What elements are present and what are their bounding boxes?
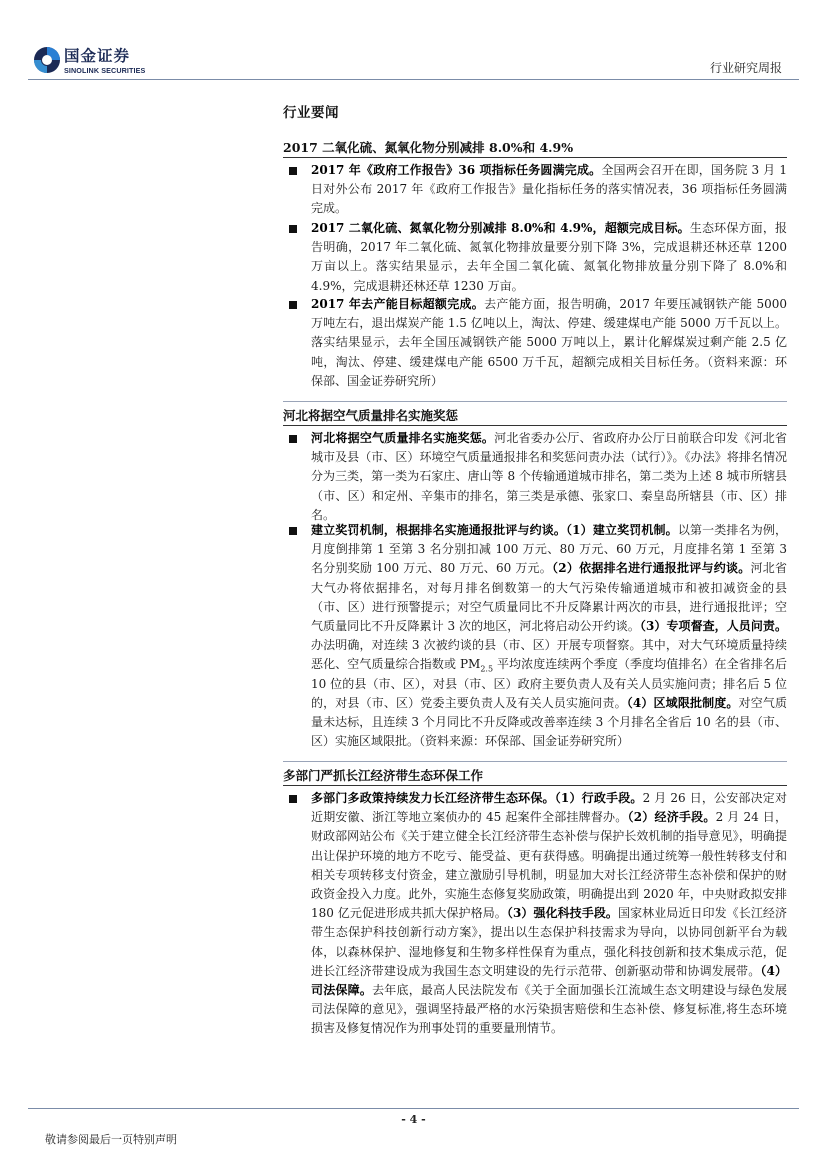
item-lead: 2017 二氧化硫、氮氧化物分别减排 8.0%和 4.9%，超额完成目标。 bbox=[311, 221, 690, 235]
logo-chinese-name: 国金证券 bbox=[64, 47, 131, 65]
news-3-item-1 bbox=[311, 789, 787, 1039]
footer-disclaimer: 敬请参阅最后一页特别声明 bbox=[45, 1133, 177, 1146]
item-lead: 建立奖罚机制，根据排名实施通报批评与约谈。（1）建立奖罚机制。 bbox=[311, 523, 678, 537]
item-body: 办法明确，对连续 3 次被约谈的县（市、区）开展专项督察。其中，对大气环境质量持续恶化、空气质量综合指数或 PM bbox=[311, 638, 787, 672]
page-header bbox=[0, 0, 827, 82]
logo-english-name: SINOLINK SECURITIES bbox=[64, 66, 146, 75]
item-lead: 2017 年去产能目标超额完成。 bbox=[311, 297, 485, 311]
item-body: 以第一类排名为例，月度倒排第 1 至第 3 名分别扣减 100 万元、80 万元、60 万元，月度排名第 1 至第 3 名分别奖励 100 万元、80 万元、60 万元。 bbox=[311, 523, 787, 576]
sinolink-logo-icon bbox=[33, 46, 61, 74]
item-lead: （2）依据排名进行通报批评与约谈。 bbox=[552, 561, 751, 576]
bullet-square-icon bbox=[289, 527, 297, 535]
news-title-3: 多部门严抓长江经济带生态环保工作 bbox=[283, 768, 484, 783]
bullet-square-icon bbox=[289, 301, 297, 309]
item-lead: （3）强化科技手段。 bbox=[506, 906, 618, 921]
bullet-square-icon bbox=[289, 225, 297, 233]
section-title: 行业要闻 bbox=[283, 105, 339, 121]
news-2-bottom-rule bbox=[283, 761, 787, 762]
news-title-2: 河北将据空气质量排名实施奖惩 bbox=[283, 408, 459, 423]
footer-divider bbox=[28, 1108, 799, 1109]
item-lead: （4）区域限批制度。 bbox=[626, 695, 739, 710]
item-lead: （3）专项督查，人员问责。 bbox=[639, 619, 787, 634]
news-title-1-underline bbox=[283, 157, 787, 158]
news-1-bottom-rule bbox=[283, 401, 787, 402]
item-body: 对空气质量未达标，且连续 3 个月同比不升反降或改善率连续 3 个月排名全省后 10 名的县（市、区）实施区域限批。（资料来源：环保部、国金证券研究所） bbox=[311, 695, 787, 749]
news-title-3-underline bbox=[283, 785, 787, 786]
bullet-square-icon bbox=[289, 795, 297, 803]
item-body: 河北省大气办将依据排名，对每月排名倒数第一的大气污染传输通道城市和被扣减资金的县（市、区）进行预警提示；对空气质量同比不升反降累计两次的市县，进行通报批评；空气质量同比不升反降累计 3 次的地区，河北将启动公开约谈。 bbox=[311, 561, 787, 634]
bullet-square-icon bbox=[289, 167, 297, 175]
item-body: 国家林业局近日印发《长江经济带生态保护科技创新行动方案》，提出以生态保护科技需求为导向，以协同创新平台为载体，以森林保护、湿地修复和生物多样性保育为重点，强化科技创新和技术集成示范，促进长江经济带建设成为我国生态文明建设的先行示范带、创新驱动带和协调发展带。 bbox=[311, 906, 787, 978]
news-1-item-2 bbox=[311, 219, 787, 296]
company-logo bbox=[33, 46, 153, 78]
header-divider bbox=[28, 79, 799, 80]
news-title-2-underline bbox=[283, 425, 787, 426]
news-2-item-2 bbox=[311, 521, 787, 751]
news-1-item-3 bbox=[311, 295, 787, 391]
item-lead: （2）经济手段。 bbox=[627, 810, 716, 825]
item-lead: 多部门多政策持续发力长江经济带生态环保。（1）行政手段。 bbox=[311, 791, 643, 805]
item-body: 去年底，最高人民法院发布《关于全面加强长江流域生态文明建设与绿色发展司法保障的意见》，强调坚持最严格的水污染损害赔偿和生态补偿、修复标准,将生态环境损害及修复情况作为刑事处罚的重要量刑情节。 bbox=[311, 983, 787, 1036]
news-title-1: 2017 二氧化硫、氮氧化物分别减排 8.0%和 4.9% bbox=[283, 140, 574, 155]
item-body: 生态环保方面，报告明确，2017 年二氧化硫、氮氧化物排放量要分别下降 3%，完成退耕还林还草 1200 万亩以上。落实结果显示，去年全国二氧化硫、氮氧化物排放量分别下降了 8.0%和 4.9%，完成退耕还林还草 1230 万亩。 bbox=[311, 221, 787, 293]
item-body: 全国两会召开在即，国务院 3 月 1 日对外公布 2017 年《政府工作报告》量化指标任务的落实情况表，36 项指标任务圆满完成。 bbox=[311, 163, 787, 216]
page-number: - 4 - bbox=[401, 1113, 426, 1126]
item-body: 河北省委办公厅、省政府办公厅日前联合印发《河北省城市及县（市、区）环境空气质量通报排名和奖惩问责办法（试行）》。《办法》将排名情况分为三类，第一类为石家庄、唐山等 8 个传输通道城市排名，第二类为上述 8 城市所辖县（市、区）和定州、辛集市的排名，第三类是承德、张家口、秦皇岛所辖县（市、区）排名。 bbox=[311, 431, 787, 522]
bullet-square-icon bbox=[289, 435, 297, 443]
item-body: 去产能方面，报告明确，2017 年要压减钢铁产能 5000 万吨左右，退出煤炭产能 1.5 亿吨以上，淘汰、停建、缓建煤电产能 5000 万千瓦以上。落实结果显示，去年全国压减钢铁产能 5000 万吨以上，累计化解煤炭过剩产能 2.5 亿吨，淘汰、停建、缓建煤电产能 6500 万千瓦，超额完成相关目标任务。（资料来源：环保部、国金证券研究所） bbox=[311, 297, 787, 388]
item-lead: 河北将据空气质量排名实施奖惩。 bbox=[311, 431, 495, 445]
item-body: 平均浓度连续两个季度（季度均值排名）在全省排名后 10 位的县（市、区），对县（市、区）政府主要负责人及有关人员实施问责；排名后 5 位的，对县（市、区）党委主要负责人及有关人员实施问责。 bbox=[311, 657, 787, 710]
item-lead: （4）司法保障。 bbox=[311, 963, 787, 998]
pm-subscript: 2.5 bbox=[480, 664, 494, 674]
news-1-item-1 bbox=[311, 161, 787, 219]
item-body: 2 月 26 日，公安部决定对近期安徽、浙江等地立案侦办的 45 起案件全部挂牌督办。 bbox=[311, 791, 787, 825]
item-body: 2 月 24 日，财政部网站公布《关于建立健全长江经济带生态补偿与保护长效机制的指导意见》，明确提出让保护环境的地方不吃亏、能受益、更有获得感。明确提出通过统筹一般性转移支付和相关专项转移支付资金，建立激励引导机制，明显加大对长江经济带生态补偿和保护的财政资金投入力度。此外，实施生态修复奖励政策，明确提出到 2020 年，中央财政拟安排 180 亿元促进形成共抓大保护格局。 bbox=[311, 810, 787, 921]
item-lead: 2017 年《政府工作报告》36 项指标任务圆满完成。 bbox=[311, 163, 602, 177]
report-type: 行业研究周报 bbox=[709, 61, 782, 75]
news-2-item-1 bbox=[311, 429, 787, 525]
